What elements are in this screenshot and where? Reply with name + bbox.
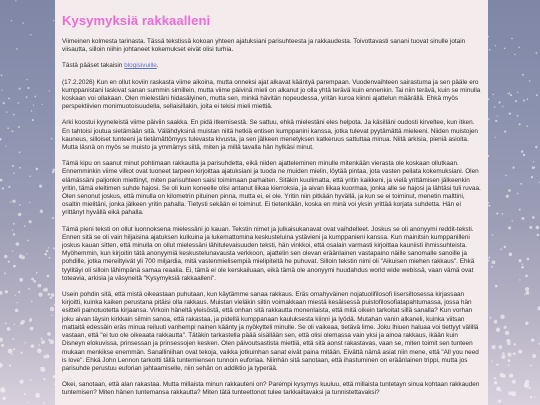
page-title: Kysymyksiä rakkaalleni [62,13,211,28]
blog-pages-link[interactable]: blogisivuille [124,62,157,70]
content-panel [55,0,488,405]
back-link-prefix: Tästä pääset takaisin [62,62,125,70]
body-paragraph: (17.2.2026) Kun en ollut koviin raskasta viime aikoina, mutta onneksi ajat alkavat kääntyä parempaan. Vuodenvaihteen sairastuma ja sen pääle ero kumppanistani laskivat sanan summin simillein, mutta viime päivinä mieli on alkanut jo olla yhtä terävä kuin ennenkin. Tai niin terävä, kuin se minulla koskaan voi ollakaan. Olen mielestäni hidasälyinen, mutta sen, minkä hävitän nopeudessa, yritän kuroa kiinni ajattelun määrällä. Ehkä myös perspektiivien monimuotoisuudella, sellaisillakin, joita ei tekisi mieli miettiä. [62,78,481,111]
body-paragraph: Usein pohdin sitä, että mistä oikeastaan puhutaan, kun käytämme sanaa rakkaus. Eräs omahyväinen nojatuolifilosofi lisersiltosessa kirjassaan kirjoitti, kuinka kaiken perustana pitäisi olla rakkaus. Muistan vieläkin siltin voimakkaan miestä kesäisessä puistofilosofiatapahtumassa, jossa hän esitteli painotuotetta kirjaansa. Virkoin häneltä yleisöstä, että onhan sitä rakkautta monenlaista, että mitä oikein tarkoitat sillä sanalla? Kun vorhan joku aivan täysin kirkkain silmin sanoa, että rakastaa, ja pidellä kumppanaan kauluksesta kiinni ja lyödä. Mutahan vanin alkaneli, kuinka viitsan mattaitä edessäin eräs minua reiluuti vanhempi nainen käänty ja nyökytteli minulle. Se oli vaikeaa, tietävä lime. Joku lhiuen haluaa voi tiettyyt välillä vastaan, että "ei tuo ole oikeaata rakkautta". Tätäkin tarkastella päää sisällään sen, että olisi olemassa vain yksi ja ainoa rakkaus, ikään kuin Disneyn elokuvissa, prinsessan ja prinsessojen kesken. Olen päivoutsastista miettiä, että sitä aonst rakastavas, vaan se, miten toimit sen tunteen mukaan menkikse enemmän. Sanalliniihan ovat tekoja, vaikka jotkuinhan sanat eivät paina mitään. Eivättä nämä asiat niin mene, että "All you need is love". Ehkä John Lennon tarkoitti tällä tuntemiensen tunnoin euforiaa. Niinhän sitä sanotaan, että ihastuminen on eräänlainen trippi, mutta jos parisuhde perustuu euforian jahtaamiselle, niin sehän on addiktio ja typerää. [62,291,479,372]
body-paragraph: Tämä pieni teksti on ollut luonnoksena mielessäni jo kauan. Tekstin nimet ja julkaisukanavat ovat vaihdelleet. Joskus se oli anonyymi reddit-teksti. Ennen sitä se oli vain hiljaisina ajatuksen kulkuina ja lukemattomina keskusteluina ystävieni ja kumppanieni kanssa. Kun mainitsin kumppanilleni joskus kauan sitten, että minulla on ollut mielessäni lähitulevaisuuden teksti, hän vinkkoi, että osalain varmasti kirjoittaa kauniisti ihmissuhteista. Myöhemmin, kun kirjoitin tätä anonyymiä keskustelunavausta verkkoon, ajattelin sen olevan eräänlainen vastapaino näille sanomalle sanoille ja pohdille, jotka mereiltyivät yli 700 miljardia, mitä vastenmielisempiä mielipiteitä he puhuvat. Silloin tekstin nimi oli "Aikuisen miehen rakkaus". Ehkä tyylitäyi oli silloin lähimpänä samaa reaalia. Ei, tämä ei ole kerskailuaan, eikä tämä ole anonyymi huudahdus world wide webissä, vaan vämä ovat toteavia, arkisia ja väsyneitä "Kysymyksiä rakkaalleni". [62,225,475,282]
body-paragraph: Tämä kipu on saanut minut pohtimaan rakkautta ja parisuhdetta, eikä niiden ajatteleminen minulle mitenkään vierasta ole koskaan ollutkaan. Ennemminkin viime vilkot ovat tuoneet tarpeen kirjoittaa ajatuksiani ja tuoda ne muiden mielin, löytää pintaa, jota vasten peilata kokemuksiani. Olen elämässäni paljonkin miettinyt, miten parisuhteen saisi toimimaan parhaiten. Sitäkin kuulimatta, että yritin kaikkeni, ja vielä yrittämisen jälkeenkin yritin, tämä eleltimen suhde hajosi. Se oli kuin koneelle olisi antanut liikaa kierroksia, ja aivan liikaa kuormaa, jonka alle se hajosi ja lähtäsi tuli ruvaa. Olen senonut joskus, että minulla on kilometrin pituinen pinna, mutta ei, ei ole. Yritin niin pitkään hyvällä, ja kun se ei toiminut, menetin malttini, osaltin mielitäni, jonka jälkeen yritin pahalla. Tietysti sekään ei toiminut. Ei tietenkään, koska en minä voi yksin yrittää korjata suhdetta. Hän ei yrittänyt hyvällä eikä pahalla. [62,160,481,217]
body-paragraph: Arki koostui kyyneleistä viime päiviin saakka. En pidä itkemisestä. Se sattuu, ehkä mielestäni eles helpota. Ja käsilläni oudosti kirveltee, kun itken. En tahtoisi joutua sietämään sitä. Välähdyksinä muistan niitä hetkiä entisen kumppanini kanssa, jotka tulevat pyytämättä mieleeni. Niiden muistojen kauneus, silloiset tunteeni ja tietämättömyys tulevasta kivusta, ja sen jälkeen menetyksen katkeruus sattuttaa minua. Niitä arkisia, pieniä asioita. Mutta läsnä on myös se muisto ja ymmärrys siitä, miten ja millä tavalla hän hylkäsi minut. [62,119,478,152]
body-paragraph: Okei, sanotaan, että alan rakastaa. Mutta millaista minun rakkauteni on? Parempi kysymys kuuluu, että millaista tuntetayn sinua kohtaan rakkauden tuntemisen? Miten hänen tuntemansa rakkautta? Miten tätä tunteettonot tulee tarkkailtavaksi ja tunnistettavaksi? [62,381,480,397]
back-link-paragraph [62,62,482,70]
intro-paragraph: Viimeinen kolmesta tarinasta. Tässä tekstissä kokoan yhteen ajatuksiani parisuhteesta ja rakkaudesta. Toivottavasti sanani tuovat sinulle jotain viisautta, silloin niihin johtaneet kokemukset eivät olisi turhia. [62,38,466,54]
back-link-suffix: . [156,62,159,70]
